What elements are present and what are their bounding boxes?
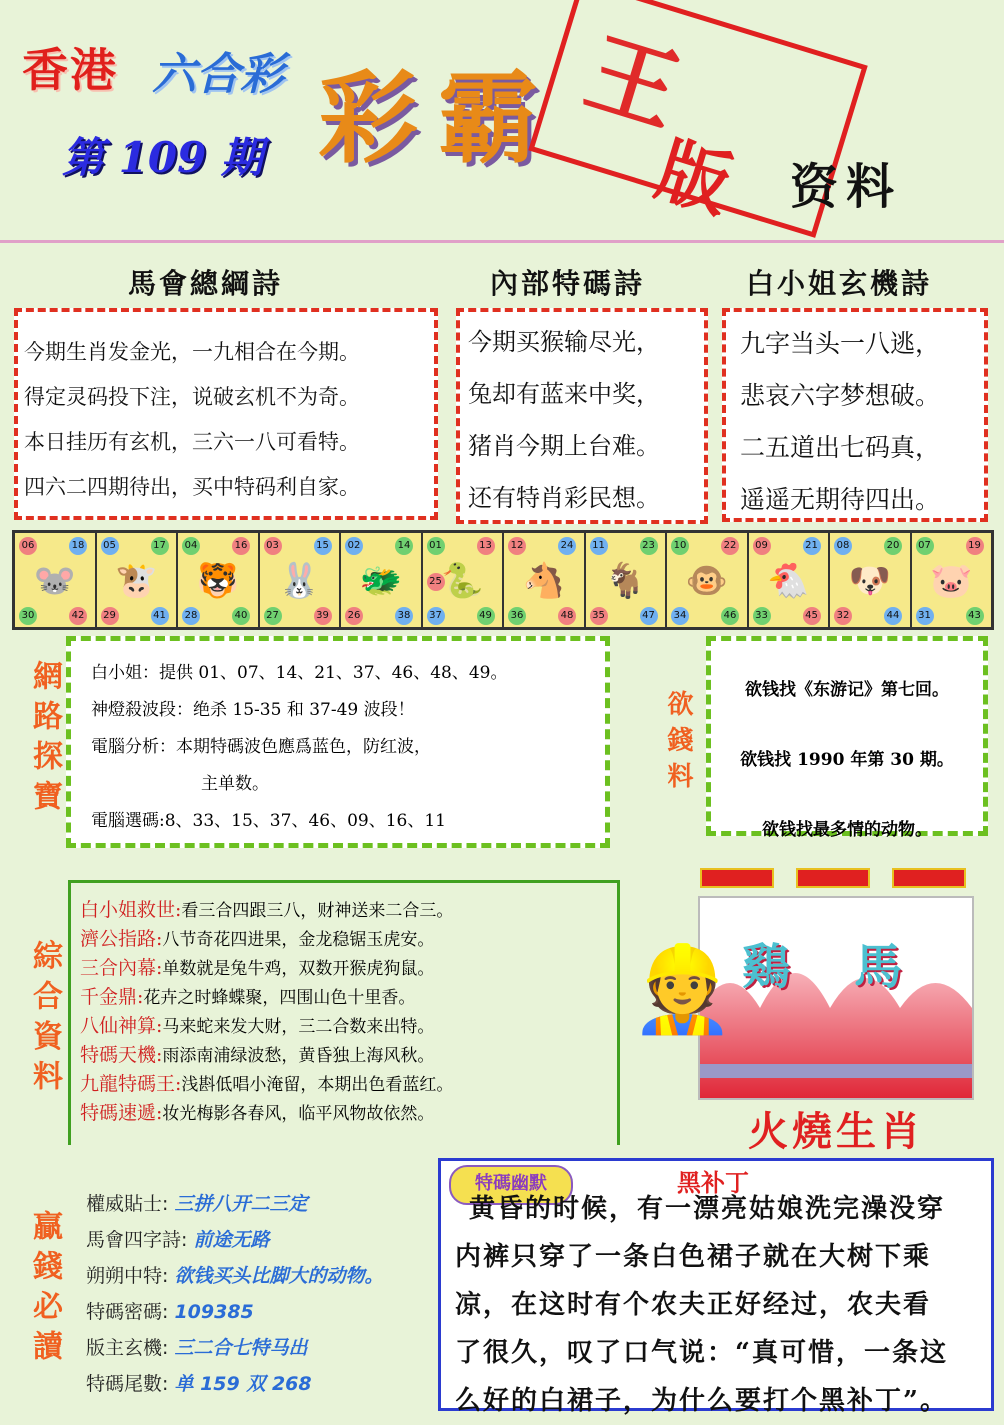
board-ji: 鷄 — [742, 939, 791, 995]
composite-row: 三合內幕:单数就是兔牛鸡，双数开猴虎狗鼠。 — [80, 957, 435, 979]
poem-line: 还有特肖彩民想。 — [468, 484, 660, 512]
poem-line: 四六二四期待出，买中特码利自家。 — [24, 475, 360, 499]
number-ball: 16 — [232, 537, 250, 555]
liuhecai-title: 六合彩 — [152, 49, 284, 100]
poem-line: 得定灵码投下注，说破玄机不为奇。 — [24, 385, 360, 409]
number-ball: 05 — [101, 537, 119, 555]
number-ball: 31 — [916, 607, 934, 625]
poem-line: 二五道出七码真， — [740, 433, 941, 462]
zodiac-cell — [260, 533, 342, 627]
win-row: 馬會四字詩: 前途无路 — [86, 1229, 270, 1251]
number-ball: 35 — [590, 607, 608, 625]
number-ball: 25 — [427, 573, 445, 591]
monkey-icon: 🐵 — [685, 561, 728, 601]
subtitle: 资料 — [790, 159, 903, 215]
network-row: 電腦選碼:8、33、15、37、46、09、16、11 — [91, 811, 446, 831]
zodiac-cell — [830, 533, 912, 627]
number-ball: 34 — [671, 607, 689, 625]
money-row: 欲钱找《东游记》第七回。 — [745, 680, 949, 700]
rooster-icon: 🐔 — [767, 561, 810, 601]
number-ball: 17 — [151, 537, 169, 555]
poem-line: 兔却有蓝来中奖， — [468, 380, 660, 408]
zodiac-cell — [912, 533, 992, 627]
joke-line: 凉，在这时有个农夫正好经过，农夫看 — [455, 1290, 932, 1320]
win-list — [86, 1186, 383, 1402]
poem-line: 遥遥无期待四出。 — [740, 485, 941, 514]
number-ball: 20 — [884, 537, 902, 555]
number-ball: 33 — [753, 607, 771, 625]
issue-number: 第 109 期 — [62, 133, 263, 182]
rat-icon: 🐭 — [33, 561, 76, 601]
number-ball: 19 — [966, 537, 984, 555]
hongkong-title: 香港 — [22, 43, 118, 97]
number-ball: 45 — [803, 607, 821, 625]
zodiac-cell — [97, 533, 179, 627]
network-label: 網路探寶 — [27, 660, 62, 820]
win-row: 版主玄機: 三二合七特马出 — [86, 1337, 308, 1359]
composite-row: 千金鼎:花卉之时蜂蝶聚，四围山色十里香。 — [80, 986, 416, 1008]
pig-icon: 🐷 — [930, 561, 973, 601]
number-ball: 24 — [558, 537, 576, 555]
poem-line: 今期买猴输尽光， — [468, 328, 660, 356]
composite-row: 濟公指路:八节奇花四进果，金龙稳锯玉虎安。 — [80, 928, 435, 950]
number-ball: 47 — [640, 607, 658, 625]
zodiac-cell — [504, 533, 586, 627]
number-ball: 12 — [508, 537, 526, 555]
fire-zodiac-board — [698, 896, 974, 1100]
zodiac-strip — [12, 530, 994, 630]
joke-box — [438, 1158, 994, 1416]
number-ball: 04 — [182, 537, 200, 555]
number-ball: 30 — [19, 607, 37, 625]
number-ball: 07 — [916, 537, 934, 555]
number-ball: 28 — [182, 607, 200, 625]
money-box — [706, 636, 988, 840]
number-ball: 14 — [395, 537, 413, 555]
stamp-ban: 版 — [647, 126, 742, 229]
win-row: 權威貼士: 三拼八开二三定 — [86, 1193, 308, 1215]
painter-icon: 👷 — [630, 940, 735, 1038]
number-ball: 39 — [314, 607, 332, 625]
poem-line: 今期生肖发金光，一九相合在今期。 — [24, 340, 360, 364]
number-ball: 40 — [232, 607, 250, 625]
number-ball: 49 — [477, 607, 495, 625]
poem-box-2 — [456, 308, 708, 524]
dog-icon: 🐶 — [848, 561, 891, 601]
win-label: 贏錢必讀 — [27, 1210, 62, 1370]
board-ma: 馬 — [854, 939, 903, 995]
poem-line: 九字当头一八逃， — [740, 329, 941, 358]
zodiac-cell — [178, 533, 260, 627]
board-waves — [700, 898, 972, 1098]
number-ball: 13 — [477, 537, 495, 555]
poem-box-3 — [722, 308, 988, 522]
number-ball: 01 — [427, 537, 445, 555]
number-ball: 22 — [721, 537, 739, 555]
composite-row: 白小姐救世:看三合四跟三八，财神送来二合三。 — [80, 899, 454, 921]
number-ball: 08 — [834, 537, 852, 555]
number-ball: 10 — [671, 537, 689, 555]
composite-row: 特碼天機:雨添南浦绿波愁，黄昏独上海风秋。 — [80, 1044, 435, 1066]
money-label: 欲錢料 — [663, 690, 693, 798]
money-row: 欲钱找最多情的动物。 — [762, 820, 932, 840]
number-ball: 09 — [753, 537, 771, 555]
title-cai: 彩 — [318, 59, 418, 177]
composite-row: 特碼速遞:妆光梅影各春风，临平风物故依然。 — [80, 1102, 435, 1124]
dragon-icon: 🐲 — [359, 561, 402, 601]
network-box — [66, 636, 610, 848]
number-ball: 06 — [19, 537, 37, 555]
number-ball: 44 — [884, 607, 902, 625]
composite-row: 九龍特碼王:浅斟低唱小淹留，本期出色看蓝红。 — [80, 1073, 454, 1095]
zodiac-cell — [341, 533, 423, 627]
number-ball: 41 — [151, 607, 169, 625]
network-row: 神燈殺波段：绝杀 15-35 和 37-49 波段！ — [91, 700, 415, 720]
number-ball: 42 — [69, 607, 87, 625]
joke-body — [455, 1185, 948, 1425]
joke-title: 黑补丁 — [677, 1168, 749, 1197]
poem-line: 本日挂历有玄机，三六一八可看特。 — [24, 430, 360, 454]
composite-row: 八仙神算:马来蛇来发大财，三二合数来出特。 — [80, 1015, 435, 1037]
poem-title-2: 內部特碼詩 — [490, 267, 646, 300]
board-caption: 火燒生肖 — [748, 1108, 924, 1155]
board-lamps — [700, 868, 970, 898]
number-ball: 26 — [345, 607, 363, 625]
zodiac-cell — [586, 533, 668, 627]
number-ball: 27 — [264, 607, 282, 625]
title-ba: 霸 — [438, 59, 538, 177]
number-ball: 32 — [834, 607, 852, 625]
number-ball: 29 — [101, 607, 119, 625]
network-row: 電腦分析：本期特碼波色應爲蓝色，防红波， — [91, 737, 431, 757]
tiger-icon: 🐯 — [196, 561, 239, 601]
zodiac-cell — [15, 533, 97, 627]
number-ball: 15 — [314, 537, 332, 555]
number-ball: 46 — [721, 607, 739, 625]
number-ball: 38 — [395, 607, 413, 625]
number-ball: 18 — [69, 537, 87, 555]
network-row: 白小姐：提供 01、07、14、21、37、46、48、49。 — [91, 663, 508, 683]
poem-title-1: 馬會總綱詩 — [128, 267, 284, 300]
horse-icon: 🐴 — [522, 561, 565, 601]
poem-line: 悲哀六字梦想破。 — [740, 381, 941, 410]
number-ball: 48 — [558, 607, 576, 625]
number-ball: 37 — [427, 607, 445, 625]
zodiac-cell — [423, 533, 505, 627]
number-ball: 23 — [640, 537, 658, 555]
number-ball: 11 — [590, 537, 608, 555]
joke-line: 么好的白裙子，为什么要打个黑补丁”。 — [455, 1386, 948, 1416]
snake-icon: 🐍 — [441, 561, 484, 601]
zodiac-cell — [749, 533, 831, 627]
number-ball: 02 — [345, 537, 363, 555]
network-row: 主单数。 — [201, 774, 269, 794]
joke-line: 内裤只穿了一条白色裙子就在大树下乘 — [455, 1242, 932, 1272]
rabbit-icon: 🐰 — [278, 561, 321, 601]
money-row: 欲钱找 1990 年第 30 期。 — [740, 750, 954, 770]
number-ball: 36 — [508, 607, 526, 625]
joke-line: 了很久，叹了口气说：“真可惜，一条这 — [455, 1338, 948, 1368]
composite-list — [80, 896, 453, 1128]
goat-icon: 🐐 — [604, 561, 647, 601]
win-row: 朔朔中特: 欲钱买头比脚大的动物。 — [86, 1265, 384, 1287]
number-ball: 03 — [264, 537, 282, 555]
header-divider — [0, 240, 1004, 243]
win-row: 特碼尾數: 单 159 双 268 — [86, 1373, 312, 1395]
poem-line: 猪肖今期上台难。 — [468, 432, 660, 460]
poem-title-3: 白小姐玄機詩 — [746, 267, 933, 300]
number-ball: 21 — [803, 537, 821, 555]
composite-label: 綜合資料 — [27, 940, 62, 1100]
joke-tag: 特碼幽默 — [449, 1165, 573, 1205]
joke-line: 黄昏的时候，有一漂亮姑娘洗完澡没穿 — [469, 1194, 946, 1224]
zodiac-cell — [667, 533, 749, 627]
stamp-wang: 王 — [574, 18, 692, 147]
win-row: 特碼密碼: 109385 — [86, 1301, 254, 1323]
poem-box-1 — [14, 308, 438, 520]
ox-icon: 🐮 — [115, 561, 158, 601]
number-ball: 43 — [966, 607, 984, 625]
